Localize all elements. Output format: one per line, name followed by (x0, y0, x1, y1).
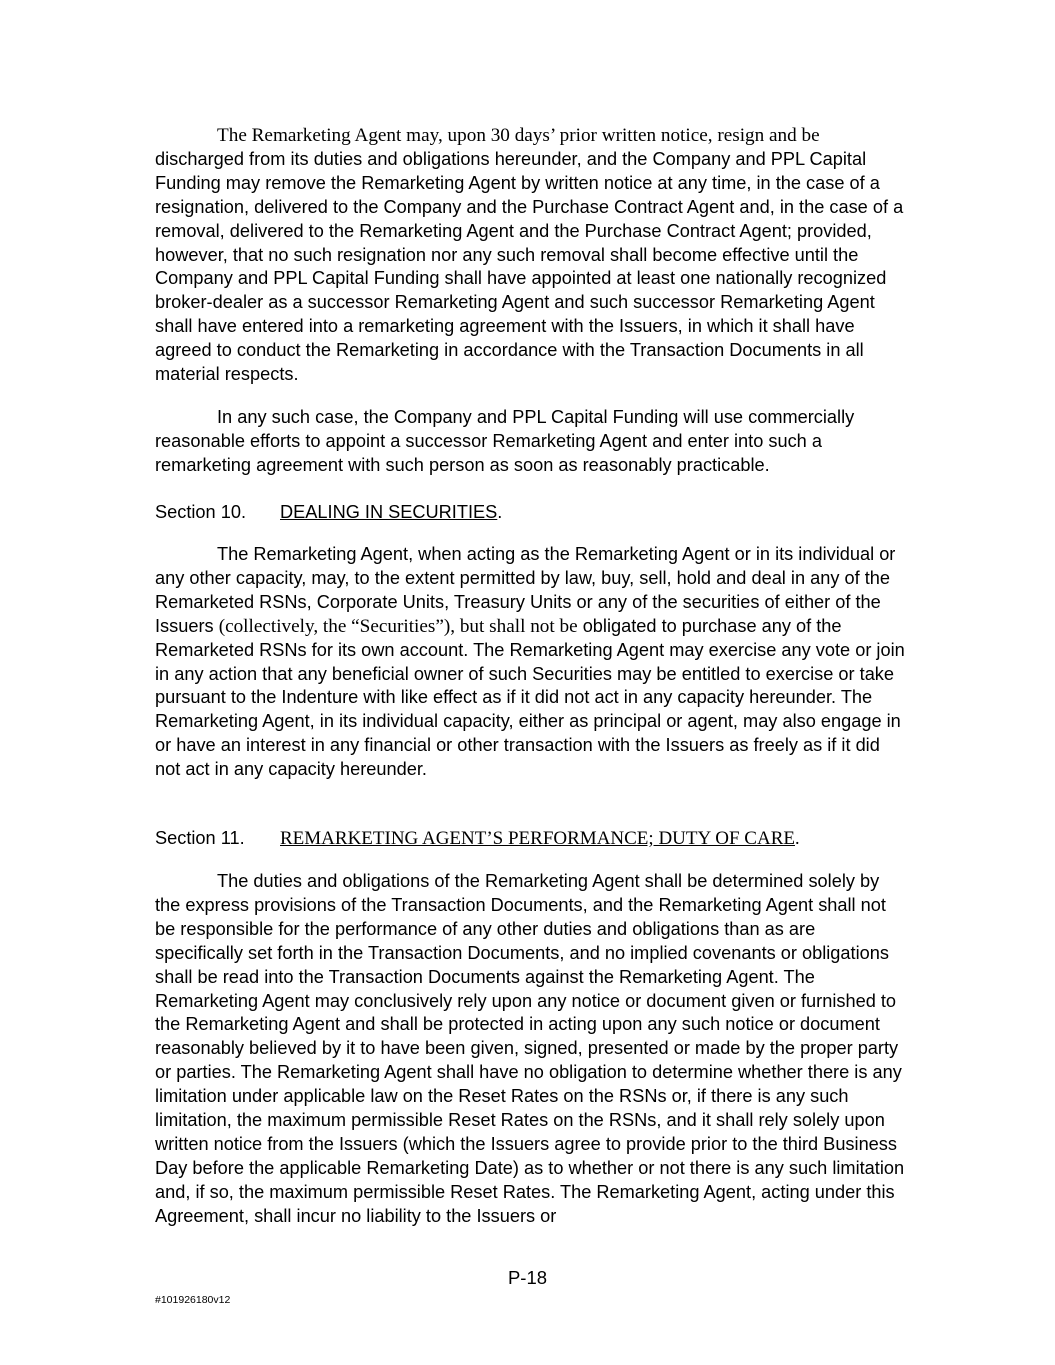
section-11-heading (155, 826, 800, 851)
paragraph-dealing-b: obligated to purchase any of the Remarketed RSNs for its own account. The Remarketing Agent may exercise any vote or join in any action that any beneficial owner of such Securities may be entitled to exercise or take pursuant to the Indenture with like effect as if it did not act in any capacity hereunder. The Remarketing Agent, in its individual capacity, either as principal or agent, may also engage in or have an interest in any financial or other transaction with the Issuers as freely as if it did not act in any capacity hereunder. (155, 615, 905, 780)
paragraph-dealing-a: The Remarketing Agent, when acting as the Remarketing Agent or in its individual or any other capacity, may, to the extent permitted by law, buy, sell, hold and deal in any of the Remarketed RSNs, Corporate Units, Treasury Units or any of the securities of either of the Issuers (155, 544, 896, 636)
paragraph-resignation (155, 124, 905, 387)
paragraph-dealing-serif: (collectively, the “Securities”), but shall not be (218, 615, 578, 637)
paragraph-duty-of-care (155, 870, 905, 1229)
paragraph-duty-of-care-text: The duties and obligations of the Remarketing Agent shall be determined solely by the express provisions of the Transaction Documents, and the Remarketing Agent shall not be responsible for the performance of any other duties and obligations than as are specifically set forth in the Transaction Documents, and no implied covenants or obligations shall be read into the Transaction Documents against the Remarketing Agent. The Remarketing Agent may conclusively rely upon any notice or document given or furnished to the Remarketing Agent and shall be protected in acting upon any such notice or document reasonably believed by it to have been given, signed, presented or made by the proper party or parties. The Remarketing Agent shall have no obligation to determine whether there is any limitation under applicable law on the Reset Rates on the RSNs or, if there is any such limitation, the maximum permissible Reset Rates on the RSNs, and it shall rely solely upon written notice from the Issuers (which the Issuers agree to provide prior to the third Business Day before the applicable Remarketing Date) as to whether or not there is any such limitation and, if so, the maximum permissible Reset Rates. The Remarketing Agent, acting under this Agreement, shall incur no liability to the Issuers or (155, 871, 905, 1226)
paragraph-successor (155, 406, 905, 478)
paragraph-dealing (155, 543, 905, 782)
paragraph-successor-text: In any such case, the Company and PPL Capital Funding will use commercially reasonable efforts to appoint a successor Remarketing Agent and enter into such a remarketing agreement with such person as soon as reasonably practicable. (155, 407, 855, 475)
section-11-title: REMARKETING AGENT’S PERFORMANCE; DUTY OF CARE (280, 828, 795, 849)
document-id: #101926180v12 (155, 1294, 231, 1306)
section-10-heading (155, 500, 502, 524)
section-10-period: . (497, 502, 503, 522)
section-11-number: Section 11. (155, 828, 245, 848)
section-11-period: . (794, 828, 800, 848)
section-10-title: DEALING IN SECURITIES (280, 502, 498, 522)
paragraph-resignation-lead: The Remarketing Agent may, upon 30 days’ prior written notice, resign and be (217, 125, 820, 146)
page-number: P-18 (507, 1267, 548, 1288)
paragraph-resignation-body: discharged from its duties and obligations hereunder, and the Company and PPL Capital Funding may remove the Remarketing Agent by written notice at any time, in the case of a resignation, delivered to the Company and the Purchase Contract Agent and, in the case of a removal, delivered to the Remarketing Agent and the Purchase Contract Agent; provided, however, that no such resignation nor any such removal shall become effective until the Company and PPL Capital Funding shall have appointed at least one nationally recognized broker-dealer as a successor Remarketing Agent and such successor Remarketing Agent shall have entered into a remarketing agreement with the Issuers, in which it shall have agreed to conduct the Remarketing in accordance with the Transaction Documents in all material respects. (155, 148, 904, 385)
section-10-number: Section 10. (155, 502, 246, 522)
